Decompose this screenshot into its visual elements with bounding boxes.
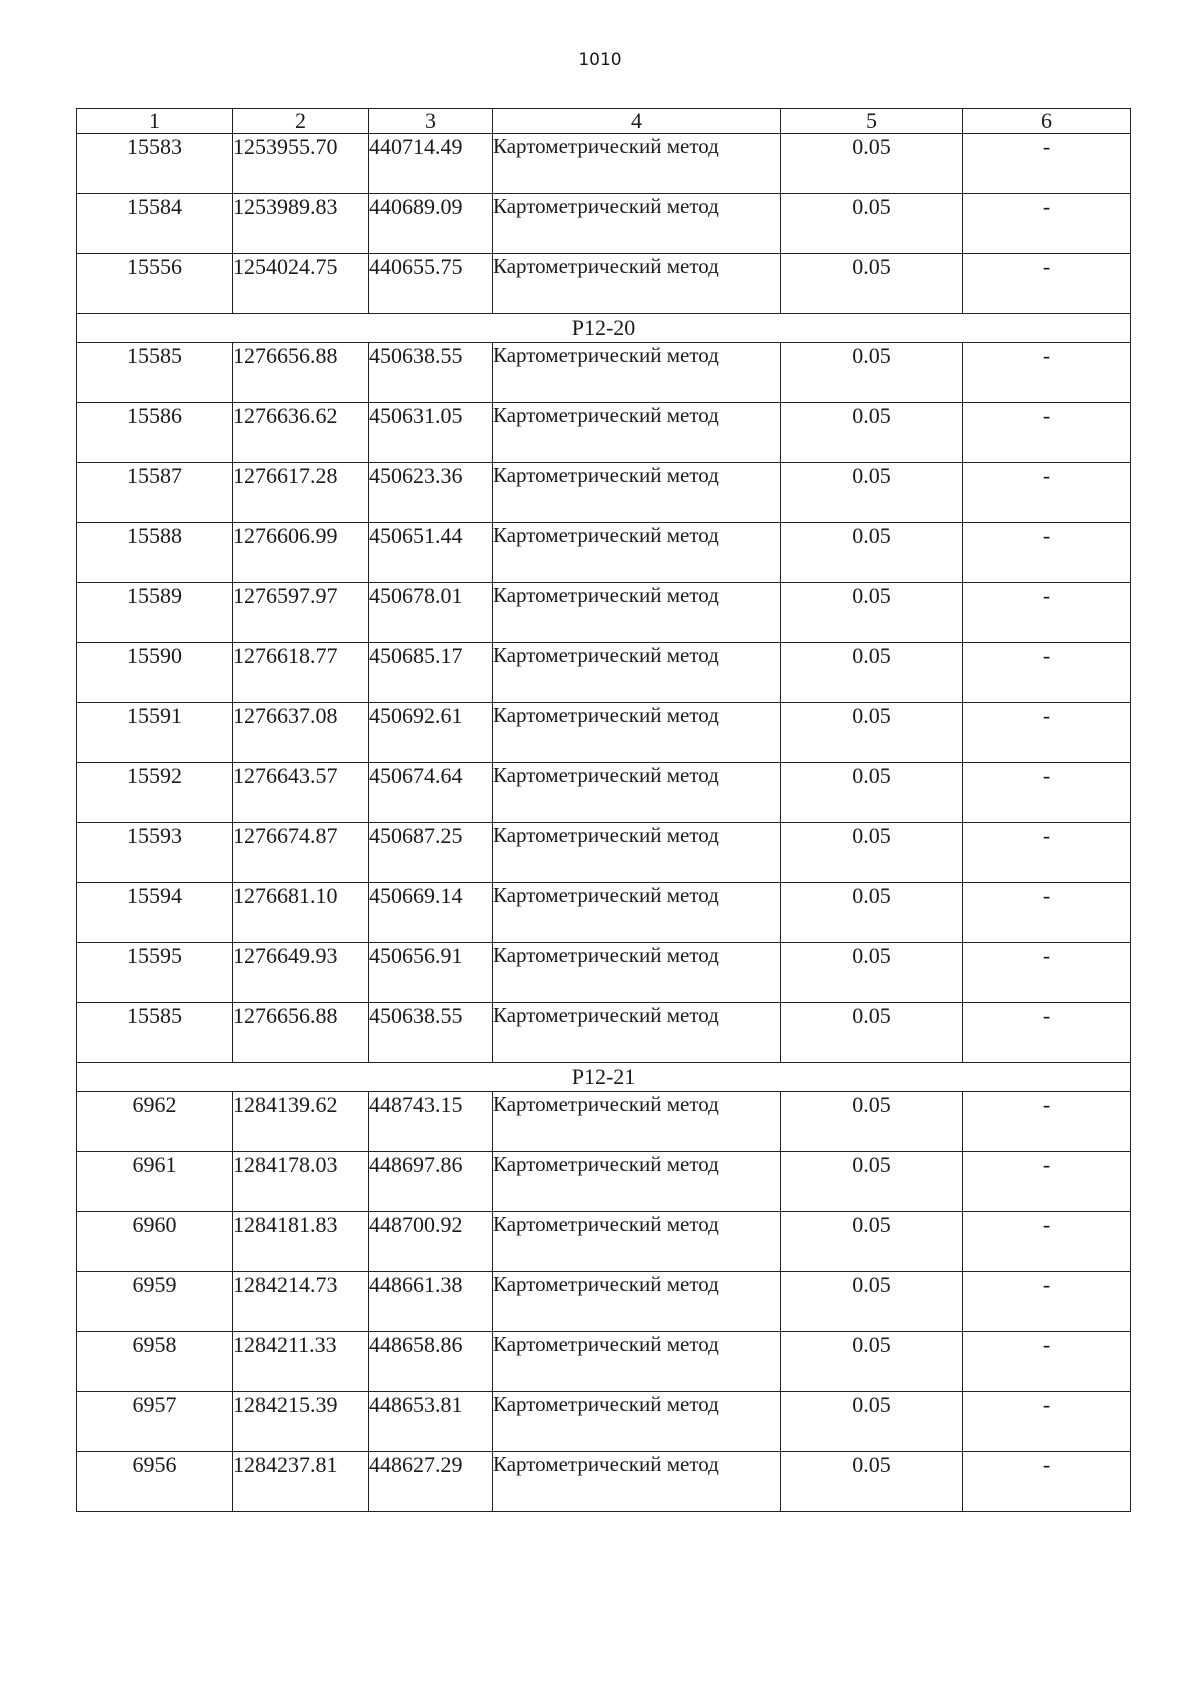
table-row: [77, 763, 1131, 823]
note-cell: -: [963, 1003, 1131, 1063]
method-cell: Картометрический метод: [493, 523, 781, 583]
point-number-cell: 6958: [77, 1332, 233, 1392]
section-row: [77, 1063, 1131, 1092]
table-row: [77, 1392, 1131, 1452]
x-coordinate-cell: 1276636.62: [233, 403, 369, 463]
table-row: [77, 1092, 1131, 1152]
accuracy-cell: 0.05: [781, 134, 963, 194]
point-number-cell: 6956: [77, 1452, 233, 1512]
table-body: [77, 109, 1131, 1512]
x-coordinate-cell: 1254024.75: [233, 254, 369, 314]
note-cell: -: [963, 343, 1131, 403]
table-row: [77, 883, 1131, 943]
method-cell: Картометрический метод: [493, 1003, 781, 1063]
table-row: [77, 523, 1131, 583]
method-cell: Картометрический метод: [493, 403, 781, 463]
y-coordinate-cell: 448658.86: [369, 1332, 493, 1392]
x-coordinate-cell: 1276597.97: [233, 583, 369, 643]
header-row: [77, 109, 1131, 134]
table-row: [77, 943, 1131, 1003]
table-row: [77, 1152, 1131, 1212]
table-row: [77, 1452, 1131, 1512]
table-row: [77, 1272, 1131, 1332]
point-number-cell: 15592: [77, 763, 233, 823]
y-coordinate-cell: 450674.64: [369, 763, 493, 823]
accuracy-cell: 0.05: [781, 1212, 963, 1272]
x-coordinate-cell: 1276656.88: [233, 1003, 369, 1063]
note-cell: -: [963, 643, 1131, 703]
method-cell: Картометрический метод: [493, 1092, 781, 1152]
point-number-cell: 15585: [77, 343, 233, 403]
x-coordinate-cell: 1276674.87: [233, 823, 369, 883]
method-cell: Картометрический метод: [493, 763, 781, 823]
method-cell: Картометрический метод: [493, 463, 781, 523]
point-number-cell: 15583: [77, 134, 233, 194]
method-cell: Картометрический метод: [493, 583, 781, 643]
x-coordinate-cell: 1284214.73: [233, 1272, 369, 1332]
section-row: [77, 314, 1131, 343]
point-number-cell: 6957: [77, 1392, 233, 1452]
table-row: [77, 343, 1131, 403]
y-coordinate-cell: 450631.05: [369, 403, 493, 463]
table-row: [77, 254, 1131, 314]
table-row: [77, 643, 1131, 703]
note-cell: -: [963, 1212, 1131, 1272]
note-cell: -: [963, 403, 1131, 463]
accuracy-cell: 0.05: [781, 763, 963, 823]
point-number-cell: 15588: [77, 523, 233, 583]
y-coordinate-cell: 450687.25: [369, 823, 493, 883]
accuracy-cell: 0.05: [781, 1272, 963, 1332]
column-header: 2: [233, 109, 369, 134]
x-coordinate-cell: 1253955.70: [233, 134, 369, 194]
method-cell: Картометрический метод: [493, 703, 781, 763]
point-number-cell: 15556: [77, 254, 233, 314]
point-number-cell: 6962: [77, 1092, 233, 1152]
y-coordinate-cell: 448700.92: [369, 1212, 493, 1272]
note-cell: -: [963, 1092, 1131, 1152]
x-coordinate-cell: 1276618.77: [233, 643, 369, 703]
table-row: [77, 1003, 1131, 1063]
note-cell: -: [963, 194, 1131, 254]
note-cell: -: [963, 1452, 1131, 1512]
y-coordinate-cell: 440689.09: [369, 194, 493, 254]
table-row: [77, 463, 1131, 523]
point-number-cell: 15584: [77, 194, 233, 254]
accuracy-cell: 0.05: [781, 823, 963, 883]
x-coordinate-cell: 1276649.93: [233, 943, 369, 1003]
note-cell: -: [963, 703, 1131, 763]
accuracy-cell: 0.05: [781, 403, 963, 463]
note-cell: -: [963, 463, 1131, 523]
y-coordinate-cell: 450638.55: [369, 1003, 493, 1063]
note-cell: -: [963, 823, 1131, 883]
method-cell: Картометрический метод: [493, 1332, 781, 1392]
accuracy-cell: 0.05: [781, 1392, 963, 1452]
column-header: 5: [781, 109, 963, 134]
note-cell: -: [963, 254, 1131, 314]
note-cell: -: [963, 943, 1131, 1003]
y-coordinate-cell: 450678.01: [369, 583, 493, 643]
x-coordinate-cell: 1284139.62: [233, 1092, 369, 1152]
table-row: [77, 1212, 1131, 1272]
method-cell: Картометрический метод: [493, 134, 781, 194]
table-row: [77, 703, 1131, 763]
y-coordinate-cell: 450669.14: [369, 883, 493, 943]
y-coordinate-cell: 440714.49: [369, 134, 493, 194]
accuracy-cell: 0.05: [781, 1452, 963, 1512]
point-number-cell: 15594: [77, 883, 233, 943]
accuracy-cell: 0.05: [781, 1152, 963, 1212]
point-number-cell: 15595: [77, 943, 233, 1003]
point-number-cell: 15589: [77, 583, 233, 643]
point-number-cell: 15590: [77, 643, 233, 703]
section-label: Р12-20: [77, 314, 1131, 343]
point-number-cell: 6959: [77, 1272, 233, 1332]
accuracy-cell: 0.05: [781, 583, 963, 643]
accuracy-cell: 0.05: [781, 254, 963, 314]
x-coordinate-cell: 1276606.99: [233, 523, 369, 583]
note-cell: -: [963, 523, 1131, 583]
accuracy-cell: 0.05: [781, 1332, 963, 1392]
accuracy-cell: 0.05: [781, 1092, 963, 1152]
y-coordinate-cell: 450692.61: [369, 703, 493, 763]
table-row: [77, 583, 1131, 643]
accuracy-cell: 0.05: [781, 883, 963, 943]
x-coordinate-cell: 1284237.81: [233, 1452, 369, 1512]
accuracy-cell: 0.05: [781, 343, 963, 403]
x-coordinate-cell: 1284215.39: [233, 1392, 369, 1452]
y-coordinate-cell: 450651.44: [369, 523, 493, 583]
x-coordinate-cell: 1284211.33: [233, 1332, 369, 1392]
y-coordinate-cell: 448653.81: [369, 1392, 493, 1452]
table-row: [77, 823, 1131, 883]
x-coordinate-cell: 1276617.28: [233, 463, 369, 523]
column-header: 4: [493, 109, 781, 134]
table-row: [77, 1332, 1131, 1392]
accuracy-cell: 0.05: [781, 463, 963, 523]
column-header: 3: [369, 109, 493, 134]
point-number-cell: 15585: [77, 1003, 233, 1063]
accuracy-cell: 0.05: [781, 1003, 963, 1063]
section-label: Р12-21: [77, 1063, 1131, 1092]
y-coordinate-cell: 440655.75: [369, 254, 493, 314]
method-cell: Картометрический метод: [493, 1152, 781, 1212]
x-coordinate-cell: 1276637.08: [233, 703, 369, 763]
method-cell: Картометрический метод: [493, 823, 781, 883]
table-row: [77, 134, 1131, 194]
method-cell: Картометрический метод: [493, 1272, 781, 1332]
y-coordinate-cell: 448627.29: [369, 1452, 493, 1512]
point-number-cell: 15593: [77, 823, 233, 883]
note-cell: -: [963, 134, 1131, 194]
page-number: 1010: [578, 50, 622, 70]
x-coordinate-cell: 1276656.88: [233, 343, 369, 403]
accuracy-cell: 0.05: [781, 523, 963, 583]
method-cell: Картометрический метод: [493, 943, 781, 1003]
x-coordinate-cell: 1284178.03: [233, 1152, 369, 1212]
point-number-cell: 15591: [77, 703, 233, 763]
accuracy-cell: 0.05: [781, 943, 963, 1003]
note-cell: -: [963, 1152, 1131, 1212]
accuracy-cell: 0.05: [781, 643, 963, 703]
y-coordinate-cell: 448661.38: [369, 1272, 493, 1332]
point-number-cell: 6961: [77, 1152, 233, 1212]
method-cell: Картометрический метод: [493, 883, 781, 943]
column-header: 1: [77, 109, 233, 134]
coordinates-table: [76, 108, 1131, 1512]
x-coordinate-cell: 1284181.83: [233, 1212, 369, 1272]
y-coordinate-cell: 450638.55: [369, 343, 493, 403]
method-cell: Картометрический метод: [493, 343, 781, 403]
method-cell: Картометрический метод: [493, 1212, 781, 1272]
point-number-cell: 6960: [77, 1212, 233, 1272]
note-cell: -: [963, 763, 1131, 823]
point-number-cell: 15587: [77, 463, 233, 523]
y-coordinate-cell: 450623.36: [369, 463, 493, 523]
method-cell: Картометрический метод: [493, 1392, 781, 1452]
y-coordinate-cell: 448743.15: [369, 1092, 493, 1152]
x-coordinate-cell: 1276643.57: [233, 763, 369, 823]
table-row: [77, 403, 1131, 463]
y-coordinate-cell: 448697.86: [369, 1152, 493, 1212]
accuracy-cell: 0.05: [781, 194, 963, 254]
y-coordinate-cell: 450685.17: [369, 643, 493, 703]
note-cell: -: [963, 1272, 1131, 1332]
method-cell: Картометрический метод: [493, 194, 781, 254]
note-cell: -: [963, 583, 1131, 643]
method-cell: Картометрический метод: [493, 254, 781, 314]
accuracy-cell: 0.05: [781, 703, 963, 763]
note-cell: -: [963, 1332, 1131, 1392]
method-cell: Картометрический метод: [493, 643, 781, 703]
note-cell: -: [963, 883, 1131, 943]
note-cell: -: [963, 1392, 1131, 1452]
y-coordinate-cell: 450656.91: [369, 943, 493, 1003]
column-header: 6: [963, 109, 1131, 134]
point-number-cell: 15586: [77, 403, 233, 463]
x-coordinate-cell: 1253989.83: [233, 194, 369, 254]
method-cell: Картометрический метод: [493, 1452, 781, 1512]
table-row: [77, 194, 1131, 254]
x-coordinate-cell: 1276681.10: [233, 883, 369, 943]
